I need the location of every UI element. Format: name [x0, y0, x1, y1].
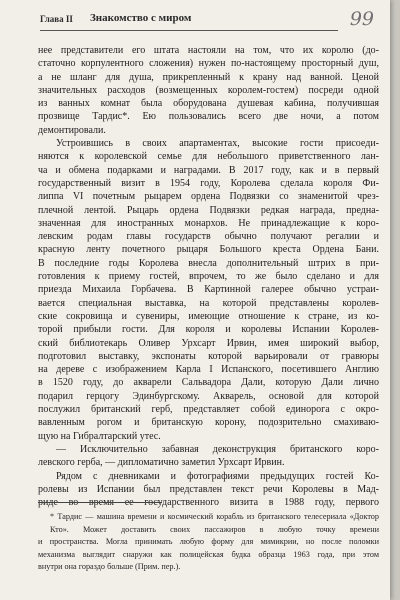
text-line: нее представители его штата настояли на том, что их королю (до- — [38, 45, 379, 56]
footnote-line: * Тардис — машина времени и космический корабль из британского телесериала «Доктор Кто». Может доставить своих пассажиров в любую точку времени — [50, 512, 379, 534]
text-line: щую на Гибралтарский утес. — [38, 430, 161, 442]
text-line: в 1520 году, до акварели Сальвадора Дали, которую Дали лично — [38, 377, 379, 389]
text-line: красную ленту почетного рыцаря Большого креста Ордена Бани. — [38, 244, 379, 256]
text-line: В последние годы Королева внесла дополнительный штрих в при- — [38, 257, 379, 269]
footnote-rule — [38, 502, 162, 503]
text-line: Рядом с дневниками и фотографиями предыдущих гостей Ко- — [56, 470, 379, 482]
text-line: а не шланг для душа, прикрепленный к крану над ванной. Ценой — [38, 71, 379, 83]
text-line: приезда Михаила Горбачева. В Картинной галерее обычно устраи- — [38, 284, 379, 296]
text-line: липпа VI почетным рыцарем ордена Подвязки со знаменитой чрез- — [38, 191, 379, 203]
text-line: подарил герцогу Эдинбургскому. Акварель, основой для которой — [38, 390, 379, 402]
text-line: из ванных комнат была оборудована душевая кабина, получившая — [38, 98, 379, 110]
text-line: государственный визит в 1954 году, Королева сделала короля Фи- — [38, 177, 379, 189]
text-line: прозвище Тардис*. Ею пользовались всего две ночи, а потом — [38, 111, 379, 123]
body-text — [38, 44, 379, 509]
footnote-line: внутри она гораздо больше (Прим. пер.). — [38, 562, 181, 571]
text-line: плечной лентой. Рыцарь ордена Подвязки редкая награда, предна- — [38, 204, 379, 216]
text-line: левским родам главы государств обычно получают регалии и — [38, 231, 379, 243]
text-line: ские сокровища и сувениры, имеющие отношение к стране, из ко- — [38, 310, 379, 322]
text-line: на дереве с изображением Карла I Испанского, посетившего Англию — [38, 364, 379, 376]
text-line: Устроившись в своих апартаментах, высокие гости присоеди- — [56, 138, 379, 150]
text-line: няются к королевской семье для небольшого приветственного лан- — [38, 151, 379, 163]
text-line: вается специальная выставка, на которой представлены королев- — [38, 297, 379, 309]
text-line: вавленным рогом и британскую корону, подозрительно смахиваю- — [38, 417, 379, 429]
text-line: статочно корпулентного сложения) нужен по-настоящему просторный душ, — [38, 58, 379, 70]
page-number: 99 — [349, 8, 374, 30]
text-line: значительных расходов (возмещенных королем-гостем) посреди одной — [38, 84, 379, 96]
text-line: риде во время ее государственного визита в 1988 году, первого — [38, 497, 379, 509]
text-line: готовления к приему гостей, впрочем, то же было сделано и для — [38, 271, 379, 283]
text-line: подготовил выставку, экспонаты которой варьировали от гравюры — [38, 350, 379, 362]
running-title: Знакомство с миром — [90, 12, 192, 24]
text-line: ский библиотекарь Оливер Урхсарт Ирвин, имея широкий выбор, — [38, 337, 379, 349]
header-rule — [40, 30, 338, 31]
text-line: ча и обмена подарками и наградами. В 2017 году, как и в первый — [38, 164, 379, 176]
text-line: ролевы из Испании был представлен текст речи Королевы в Мад- — [38, 483, 379, 495]
text-line: послужил британский герб, представляет собой единорога с окро- — [38, 404, 379, 416]
text-line: левского герба, — дипломатично заметил Урхсарт Ирвин. — [38, 457, 285, 469]
footnote-line: и пространства. Могла принимать любую форму для мимикрии, но после поломки — [38, 537, 379, 546]
chapter-label: Глава II — [40, 14, 73, 24]
text-line: — Исключительно забавная деконструкция британского коро- — [56, 443, 379, 455]
page-header — [40, 8, 374, 32]
text-line: демонтировали. — [38, 124, 106, 136]
footnote-line: механизма выглядит снаружи как полицейская будка образца 1963 года, при этом — [38, 549, 379, 559]
footnotes — [38, 502, 379, 574]
text-line: торой прибыли гости. Для короля и королевы Испании Королев- — [38, 324, 379, 336]
text-line: значенная для иностранных монархов. Не принадлежащие к коро- — [38, 217, 379, 229]
